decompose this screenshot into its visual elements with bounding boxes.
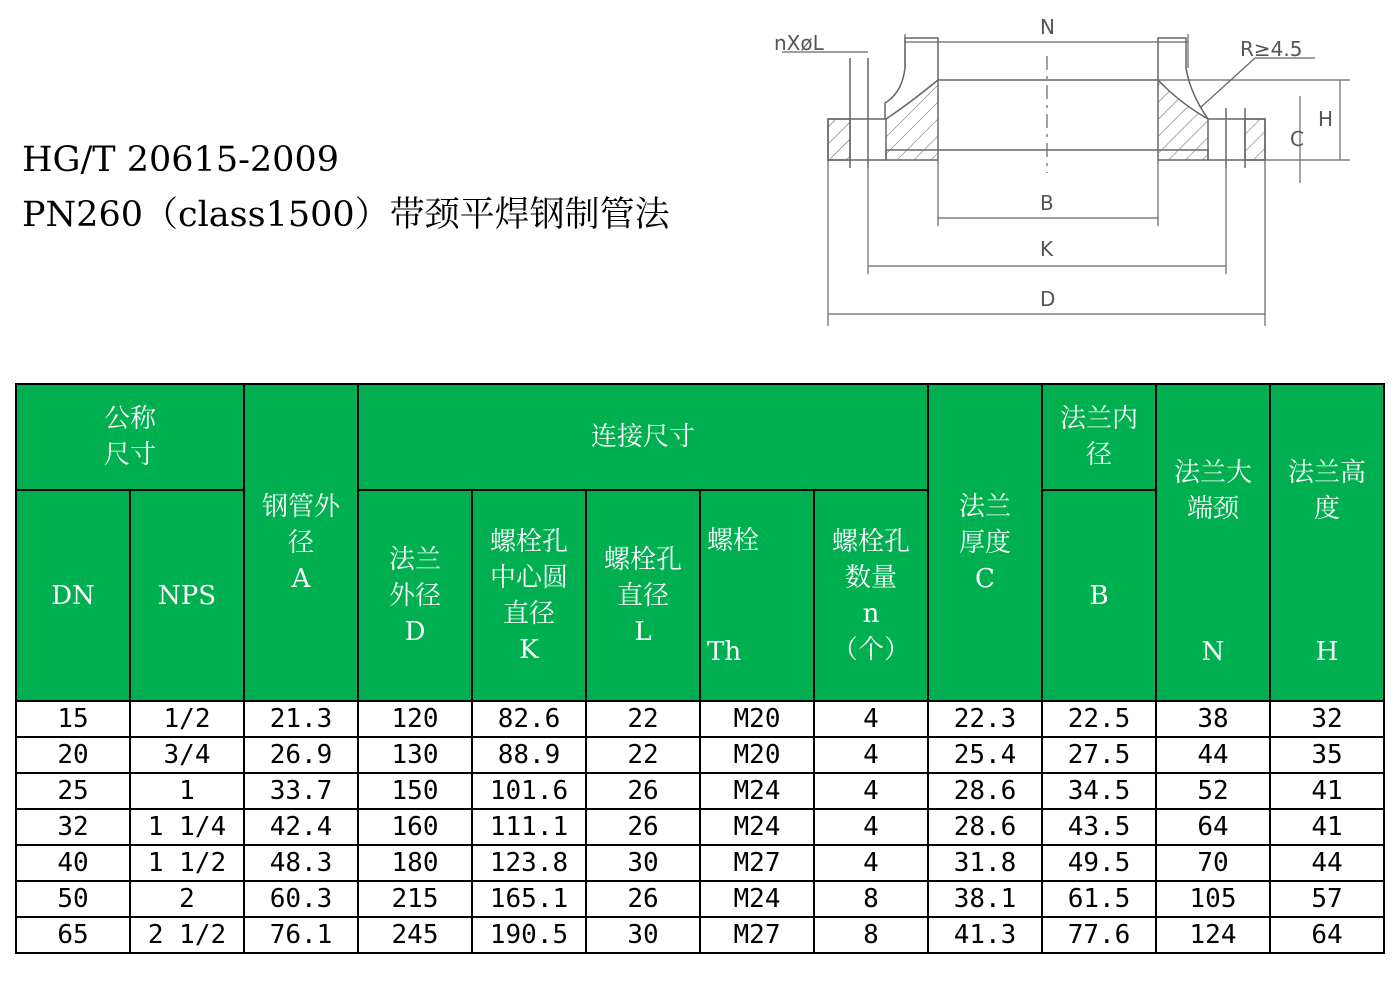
table-row <box>16 701 1384 737</box>
cell-bolt-hole-dia: 30 <box>586 845 700 881</box>
cell-hub-dia: 52 <box>1156 773 1270 809</box>
cell-bolt: M24 <box>700 881 814 917</box>
cell-flange-id: 61.5 <box>1042 881 1156 917</box>
cell-bolt: M24 <box>700 773 814 809</box>
cell-flange-id: 22.5 <box>1042 701 1156 737</box>
header-flange-thickness: 法兰 厚度 C <box>928 384 1042 701</box>
cell-hub-dia: 38 <box>1156 701 1270 737</box>
cell-bolt-hole-dia: 22 <box>586 737 700 773</box>
cell-bolt-hole-count: 4 <box>814 773 928 809</box>
header-nps: NPS <box>130 490 244 701</box>
cell-flange-id: 49.5 <box>1042 845 1156 881</box>
cell-dn: 15 <box>16 701 130 737</box>
standard-number: HG/T 20615-2009 <box>22 140 339 180</box>
cell-bolt-hole-dia: 26 <box>586 809 700 845</box>
holes-label: nXøL <box>774 31 824 55</box>
cell-flange-id: 34.5 <box>1042 773 1156 809</box>
cell-bolt: M24 <box>700 809 814 845</box>
header-bolt: 螺栓 Th <box>700 490 814 701</box>
cell-pipe-od: 26.9 <box>244 737 358 773</box>
cell-flange-height: 32 <box>1270 701 1384 737</box>
cell-nps: 2 <box>130 881 244 917</box>
cell-flange-od: 245 <box>358 917 472 953</box>
cell-nps: 1 1/2 <box>130 845 244 881</box>
header-hub-dia: 法兰大 端颈 N <box>1156 384 1270 701</box>
cell-bolt-hole-dia: 26 <box>586 773 700 809</box>
cell-hub-dia: 124 <box>1156 917 1270 953</box>
header-bolt-hole-dia: 螺栓孔 直径 L <box>586 490 700 701</box>
cell-flange-thickness: 22.3 <box>928 701 1042 737</box>
header-flange-height: 法兰高 度 H <box>1270 384 1384 701</box>
cell-nps: 1 1/4 <box>130 809 244 845</box>
cell-flange-od: 130 <box>358 737 472 773</box>
cell-bolt-hole-dia: 30 <box>586 917 700 953</box>
cell-bolt-hole-count: 8 <box>814 917 928 953</box>
cell-bolt: M20 <box>700 701 814 737</box>
cell-bolt: M27 <box>700 845 814 881</box>
cell-bolt-circle: 111.1 <box>472 809 586 845</box>
spec-table <box>15 383 1385 954</box>
flange-section-drawing <box>760 8 1390 333</box>
cell-hub-dia: 44 <box>1156 737 1270 773</box>
cell-flange-height: 64 <box>1270 917 1384 953</box>
table-row <box>16 737 1384 773</box>
table-body <box>16 701 1384 953</box>
cell-flange-id: 27.5 <box>1042 737 1156 773</box>
cell-flange-od: 180 <box>358 845 472 881</box>
cell-hub-dia: 70 <box>1156 845 1270 881</box>
header-bolt-hole-count: 螺栓孔 数量 n （个） <box>814 490 928 701</box>
cell-dn: 40 <box>16 845 130 881</box>
cell-pipe-od: 48.3 <box>244 845 358 881</box>
table-row <box>16 881 1384 917</box>
b-label: B <box>1040 191 1054 215</box>
document-title: PN260（class1500）带颈平焊钢制管法 <box>22 195 670 235</box>
cell-hub-dia: 105 <box>1156 881 1270 917</box>
cell-dn: 20 <box>16 737 130 773</box>
radius-label: R≥4.5 <box>1240 37 1303 61</box>
cell-bolt-circle: 165.1 <box>472 881 586 917</box>
cell-pipe-od: 33.7 <box>244 773 358 809</box>
cell-flange-od: 120 <box>358 701 472 737</box>
header-nominal-size: 公称 尺寸 <box>16 384 244 490</box>
cell-dn: 32 <box>16 809 130 845</box>
cell-flange-height: 35 <box>1270 737 1384 773</box>
cell-bolt-circle: 101.6 <box>472 773 586 809</box>
cell-flange-height: 41 <box>1270 773 1384 809</box>
cell-flange-od: 160 <box>358 809 472 845</box>
cell-nps: 2 1/2 <box>130 917 244 953</box>
cell-bolt-hole-count: 4 <box>814 701 928 737</box>
cell-bolt-hole-dia: 22 <box>586 701 700 737</box>
cell-bolt-hole-dia: 26 <box>586 881 700 917</box>
cell-pipe-od: 42.4 <box>244 809 358 845</box>
cell-flange-od: 150 <box>358 773 472 809</box>
header-pipe-od: 钢管外 径 A <box>244 384 358 701</box>
table-row <box>16 845 1384 881</box>
n-label: N <box>1040 15 1055 39</box>
cell-bolt-circle: 190.5 <box>472 917 586 953</box>
cell-bolt-circle: 82.6 <box>472 701 586 737</box>
cell-flange-thickness: 38.1 <box>928 881 1042 917</box>
cell-nps: 1/2 <box>130 701 244 737</box>
h-label: H <box>1318 107 1334 131</box>
cell-pipe-od: 76.1 <box>244 917 358 953</box>
cell-flange-id: 77.6 <box>1042 917 1156 953</box>
cell-bolt-hole-count: 8 <box>814 881 928 917</box>
header-dn: DN <box>16 490 130 701</box>
cell-flange-height: 41 <box>1270 809 1384 845</box>
cell-pipe-od: 21.3 <box>244 701 358 737</box>
cell-bolt-hole-count: 4 <box>814 845 928 881</box>
cell-hub-dia: 64 <box>1156 809 1270 845</box>
cell-bolt: M20 <box>700 737 814 773</box>
table-row <box>16 773 1384 809</box>
cell-bolt-hole-count: 4 <box>814 809 928 845</box>
k-label: K <box>1040 237 1054 261</box>
table-row <box>16 917 1384 953</box>
cell-bolt: M27 <box>700 917 814 953</box>
cell-nps: 3/4 <box>130 737 244 773</box>
cell-bolt-hole-count: 4 <box>814 737 928 773</box>
header-connection-dims: 连接尺寸 <box>358 384 928 490</box>
d-label: D <box>1040 287 1056 311</box>
cell-flange-thickness: 28.6 <box>928 773 1042 809</box>
cell-dn: 25 <box>16 773 130 809</box>
cell-dn: 50 <box>16 881 130 917</box>
cell-pipe-od: 60.3 <box>244 881 358 917</box>
cell-flange-od: 215 <box>358 881 472 917</box>
cell-flange-thickness: 28.6 <box>928 809 1042 845</box>
header-flange-od: 法兰 外径 D <box>358 490 472 701</box>
cell-bolt-circle: 88.9 <box>472 737 586 773</box>
cell-flange-thickness: 41.3 <box>928 917 1042 953</box>
cell-nps: 1 <box>130 773 244 809</box>
cell-flange-id: 43.5 <box>1042 809 1156 845</box>
header-flange-id: 法兰内 径 <box>1042 384 1156 490</box>
header-bolt-circle: 螺栓孔 中心圆 直径 K <box>472 490 586 701</box>
cell-flange-thickness: 31.8 <box>928 845 1042 881</box>
c-label: C <box>1290 127 1304 151</box>
cell-flange-thickness: 25.4 <box>928 737 1042 773</box>
cell-flange-height: 57 <box>1270 881 1384 917</box>
table-row <box>16 809 1384 845</box>
header-flange-id-symbol: B <box>1042 490 1156 701</box>
cell-dn: 65 <box>16 917 130 953</box>
cell-bolt-circle: 123.8 <box>472 845 586 881</box>
cell-flange-height: 44 <box>1270 845 1384 881</box>
